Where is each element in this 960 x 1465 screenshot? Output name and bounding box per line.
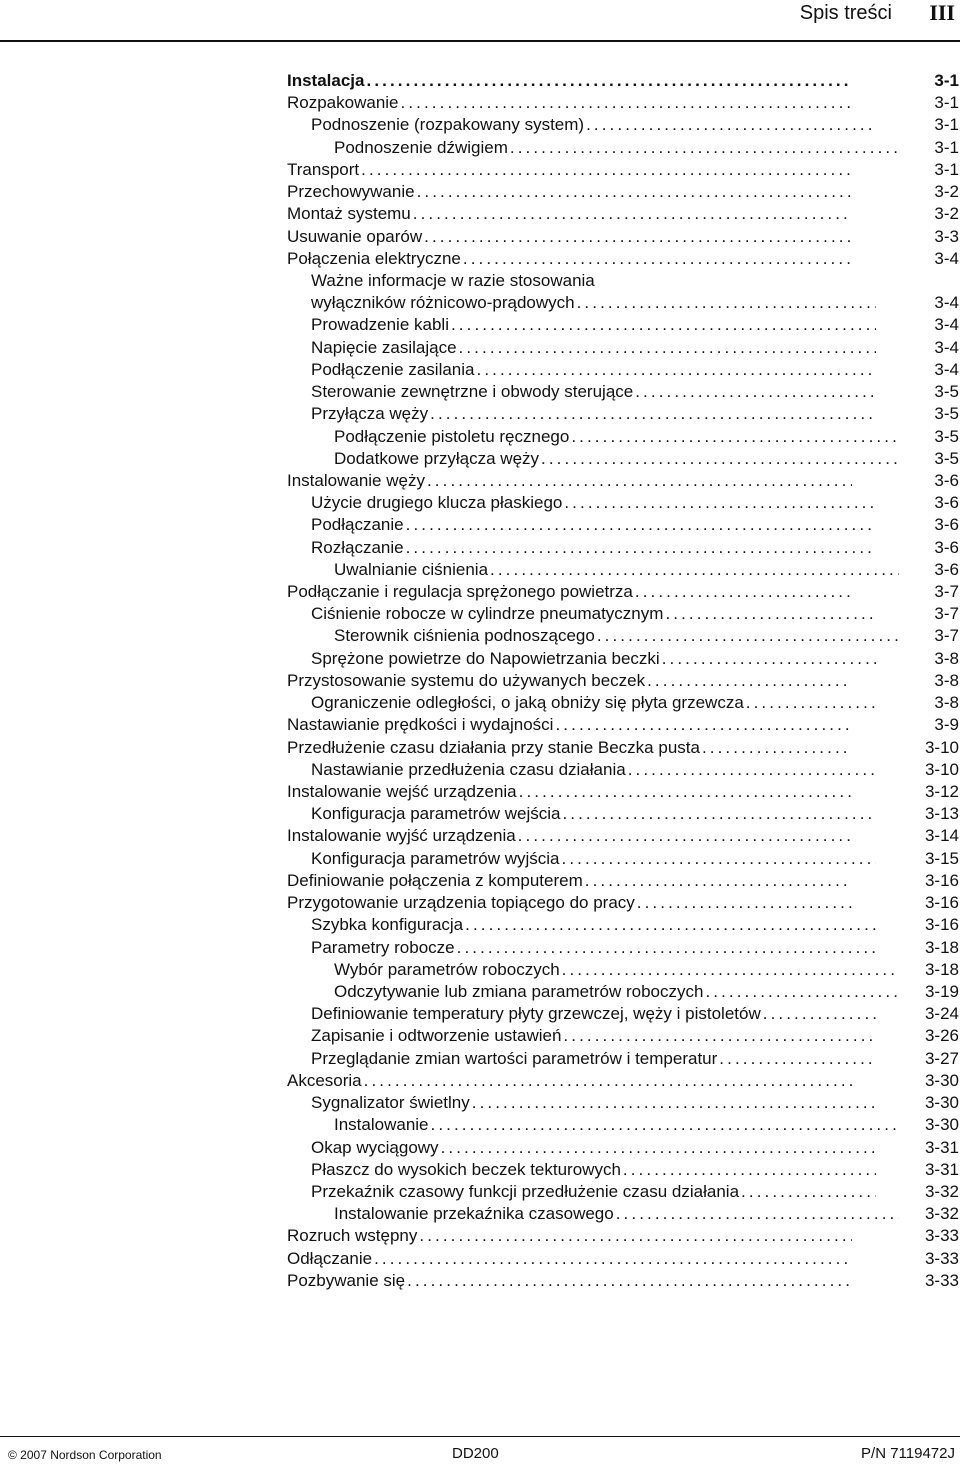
toc-entry-page: 3-32 [924,1181,959,1201]
toc-entry-title: Prowadzenie kabli [311,315,449,335]
toc-entry-page: 3-14 [924,826,959,846]
toc-dot-leader [663,603,876,625]
toc-entry[interactable] [287,1270,959,1292]
toc-entry-title: Rozpakowanie [287,93,399,113]
toc-entry-page: 3-1 [934,71,959,90]
toc-entry[interactable] [287,959,959,981]
toc-entry[interactable] [287,559,959,581]
toc-entry-title: Parametry robocze [311,937,455,957]
toc-dot-leader [700,737,852,759]
toc-entry[interactable] [287,1114,959,1136]
toc-entry[interactable] [287,848,959,870]
toc-dot-leader [717,1048,876,1070]
toc-entry-page: 3-27 [924,1048,959,1068]
toc-entry-title: Uwalnianie ciśnienia [334,559,489,579]
toc-dot-leader [417,1225,852,1247]
toc-entry[interactable] [287,337,959,359]
toc-entry[interactable] [287,1225,959,1247]
toc-entry-page: 3-8 [934,693,959,713]
toc-entry-page: 3-16 [924,893,959,913]
toc-entry[interactable] [287,426,959,448]
toc-entry[interactable] [287,625,959,647]
toc-entry-page: 3-15 [924,848,959,868]
toc-dot-leader [595,625,899,647]
toc-entry-title: Przygotowanie urządzenia topiącego do pracy [287,893,635,913]
toc-entry-page: 3-31 [924,1137,959,1157]
toc-entry[interactable] [287,781,959,803]
toc-entry[interactable] [287,137,959,159]
toc-entry-page: 3-33 [924,1270,959,1290]
toc-entry-title: wyłączników różnicowo-prądowych [311,293,575,313]
toc-entry[interactable] [287,159,959,181]
toc-entry[interactable] [287,1003,959,1025]
toc-entry-page: 3-18 [924,937,959,957]
toc-entry-title: Definiowanie połączenia z komputerem [287,870,583,890]
toc-entry-title: Ograniczenie odległości, o jaką obniży się płyta grzewcza [311,693,744,713]
toc-dot-leader [372,1248,852,1270]
toc-entry[interactable] [287,759,959,781]
toc-entry-page: 3-4 [934,315,959,335]
toc-dot-leader [404,514,876,536]
toc-dot-leader [560,803,876,825]
toc-entry-page: 3-2 [934,204,959,224]
toc-entry-title: Odłączanie [287,1248,373,1268]
toc-entry-page: 3-2 [934,182,959,202]
toc-entry[interactable] [287,581,959,603]
toc-dot-leader [422,226,852,248]
toc-entry-title: Zapisanie i odtworzenie ustawień [311,1026,562,1046]
toc-entry[interactable] [287,603,959,625]
toc-dot-leader [404,537,876,559]
toc-entry-page: 3-30 [924,1070,959,1090]
toc-entry[interactable] [287,1048,959,1070]
toc-entry-title: Wybór parametrów roboczych [334,959,560,979]
toc-entry-title: Instalacja [287,71,365,90]
toc-dot-leader [562,492,876,514]
toc-entry[interactable] [287,714,959,736]
header-title: Spis treści [799,2,892,24]
toc-entry-title: Transport [287,159,360,179]
toc-entry[interactable] [287,114,959,136]
toc-entry-page: 3-1 [934,115,959,135]
toc-dot-leader [405,1270,852,1292]
toc-entry-page: 3-30 [924,1093,959,1113]
toc-entry-title: Podnoszenie (rozpakowany system) [311,115,585,135]
toc-entry-page: 3-10 [924,737,959,757]
toc-entry-title: Akcesoria [287,1070,362,1090]
toc-dot-leader [517,781,852,803]
toc-dot-leader [461,248,852,270]
toc-entry[interactable] [287,537,959,559]
toc-dot-leader [584,114,876,136]
toc-entry-title: Sygnalizator świetlny [311,1093,470,1113]
toc-entry-title: Przeglądanie zmian wartości parametrów i temperatur [311,1048,718,1068]
toc-entry-title: Odczytywanie lub zmiana parametrów roboczych [334,981,704,1001]
toc-entry-title: Pozbywanie się [287,1270,406,1290]
toc-entry-page: 3-6 [934,559,959,579]
toc-entry-page: 3-1 [934,93,959,113]
toc-dot-leader [425,470,852,492]
toc-dot-leader [633,581,852,603]
toc-entry-page: 3-6 [934,470,959,490]
toc-dot-leader [428,403,876,425]
toc-entry[interactable] [287,381,959,403]
toc-entry-title: Konfiguracja parametrów wejścia [311,804,561,824]
toc-dot-leader [365,70,853,92]
toc-entry-page: 3-16 [924,870,959,890]
toc-entry-title: Okap wyciągowy [311,1137,439,1157]
toc-dot-leader [455,937,876,959]
toc-entry-page: 3-7 [934,604,959,624]
toc-entry-page: 3-5 [934,382,959,402]
toc-entry-title: Połączenia elektryczne [287,248,461,268]
toc-dot-leader [569,426,899,448]
toc-entry[interactable] [287,1092,959,1114]
toc-dot-leader [583,870,852,892]
toc-dot-leader [561,1025,876,1047]
toc-dot-leader [553,714,852,736]
toc-entry[interactable] [287,870,959,892]
page-footer [0,1436,960,1465]
toc-entry-title: Sprężone powietrze do Napowietrzania beczki [311,648,660,668]
footer-copyright: © 2007 Nordson Corporation [8,1448,162,1462]
toc-entry-title: Ciśnienie robocze w cylindrze pneumatycznym [311,604,664,624]
toc-entry-page: 3-16 [924,915,959,935]
toc-entry-page: 3-26 [924,1026,959,1046]
toc-entry-title: Napięcie zasilające [311,337,457,357]
toc-entry[interactable] [287,1070,959,1092]
toc-entry-title: Ważne informacje w razie stosowania [311,270,595,290]
toc-entry-page: 3-6 [934,537,959,557]
toc-dot-leader [660,648,876,670]
toc-entry-page: 3-7 [934,626,959,646]
page-header [0,0,960,46]
toc-entry[interactable] [287,92,959,114]
toc-entry-page: 3-1 [934,159,959,179]
footer-rule [0,1436,960,1437]
toc-dot-leader [470,1092,876,1114]
toc-entry[interactable] [287,937,959,959]
toc-dot-leader [614,1203,899,1225]
toc-entry-title: Szybka konfiguracja [311,915,464,935]
toc-entry-page: 3-9 [934,715,959,735]
toc-dot-leader [475,359,877,381]
toc-entry-page: 3-30 [924,1115,959,1135]
toc-entry[interactable] [287,470,959,492]
toc-entry[interactable] [287,203,959,225]
toc-dot-leader [703,981,899,1003]
toc-entry-title: Podłączenie pistoletu ręcznego [334,426,570,446]
toc-entry-page: 3-33 [924,1226,959,1246]
toc-entry[interactable] [287,70,959,92]
toc-dot-leader [362,1070,852,1092]
toc-entry-title: Przyłącza węży [311,404,429,424]
toc-entry[interactable] [287,181,959,203]
footer-part-number: P/N 7119472J [861,1445,955,1462]
toc-entry-title: Podłączanie i regulacja sprężonego powietrza [287,582,633,602]
toc-entry-title: Dodatkowe przyłącza węży [334,448,540,468]
toc-entry-title: Przechowywanie [287,182,415,202]
toc-entry-title: Montaż systemu [287,204,411,224]
toc-dot-leader [575,292,876,314]
toc-entry-title: Rozłączanie [311,537,404,557]
toc-entry[interactable] [287,670,959,692]
toc-entry-title: Sterowanie zewnętrzne i obwody sterujące [311,382,634,402]
toc-entry-page: 3-7 [934,582,959,602]
toc-entry[interactable] [287,248,959,270]
toc-entry-title: Przystosowanie systemu do używanych beczek [287,670,646,690]
toc-entry[interactable] [287,803,959,825]
toc-entry[interactable] [287,1137,959,1159]
toc-entry-page: 3-6 [934,515,959,535]
toc-dot-leader [488,559,899,581]
toc-entry-title: Przekaźnik czasowy funkcji przedłużenie czasu działania [311,1181,740,1201]
toc-dot-leader [439,1137,876,1159]
toc-entry[interactable] [287,1025,959,1047]
toc-entry[interactable] [287,914,959,936]
toc-entry-page: 3-19 [924,981,959,1001]
toc-entry-page: 3-6 [934,493,959,513]
toc-entry-page: 3-13 [924,804,959,824]
toc-entry-title: Podnoszenie dźwigiem [334,137,508,157]
toc-entry-title: Instalowanie [334,1115,429,1135]
toc-entry-page: 3-18 [924,959,959,979]
toc-entry-title: Rozruch wstępny [287,1226,418,1246]
toc-dot-leader [429,1114,899,1136]
toc-entry[interactable] [287,403,959,425]
toc-entry[interactable] [287,692,959,714]
toc-dot-leader [621,1159,876,1181]
toc-entry-page: 3-4 [934,248,959,268]
toc-entry-page: 3-24 [924,1004,959,1024]
toc-entry-page: 3-5 [934,404,959,424]
toc-entry[interactable] [287,892,959,914]
toc-entry-title: Definiowanie temperatury płyty grzewczej, węży i pistoletów [311,1004,761,1024]
toc-entry-title: Podłączanie [311,515,404,535]
toc-dot-leader [516,825,852,847]
toc-entry-page: 3-8 [934,648,959,668]
toc-entry[interactable] [287,492,959,514]
toc-dot-leader [633,381,876,403]
toc-entry[interactable] [287,1159,959,1181]
toc-entry[interactable] [287,226,959,248]
toc-entry-title: Instalowanie wejść urządzenia [287,782,517,802]
toc-entry-title: Przedłużenie czasu działania przy stanie Beczka pusta [287,737,700,757]
toc-entry-title: Użycie drugiego klucza płaskiego [311,493,563,513]
toc-dot-leader [560,848,877,870]
header-page-number: III [929,0,955,25]
toc-dot-leader [635,892,852,914]
toc-dot-leader [411,203,852,225]
toc-entry-page: 3-10 [924,759,959,779]
toc-entry-title: Nastawianie prędkości i wydajności [287,715,554,735]
toc-entry-page: 3-31 [924,1159,959,1179]
toc-dot-leader [626,759,876,781]
toc-entry-page: 3-33 [924,1248,959,1268]
toc-entry-title: Płaszcz do wysokich beczek tekturowych [311,1159,621,1179]
toc-entry[interactable] [287,314,959,336]
toc-entry[interactable] [287,1181,959,1203]
toc-dot-leader [463,914,876,936]
toc-dot-leader [508,137,899,159]
toc-entry-title: Instalowanie węży [287,470,425,490]
toc-entry[interactable] [287,737,959,759]
toc-entry-title: Podłączenie zasilania [311,359,475,379]
toc-entry[interactable] [287,359,959,381]
toc-entry-page: 3-4 [934,337,959,357]
toc-entry-page: 3-4 [934,293,959,313]
toc-entry-title: Instalowanie przekaźnika czasowego [334,1204,614,1224]
toc-entry-title: Instalowanie wyjść urządzenia [287,826,516,846]
toc-entry[interactable] [287,981,959,1003]
toc-entry-page: 3-5 [934,448,959,468]
toc-entry-page: 3-8 [934,670,959,690]
toc-entry-page: 3-4 [934,359,959,379]
toc-dot-leader [560,959,899,981]
toc-entry[interactable] [287,514,959,536]
toc-entry[interactable] [287,448,959,470]
toc-dot-leader [359,159,852,181]
toc-dot-leader [457,337,876,359]
toc-entry-page: 3-5 [934,426,959,446]
toc-entry-page: 3-3 [934,226,959,246]
footer-model: DD200 [452,1445,499,1462]
toc-entry-page: 3-1 [934,137,959,157]
toc-entry-title: Konfiguracja parametrów wyjścia [311,848,560,868]
toc-entry-title: Sterownik ciśnienia podnoszącego [334,626,595,646]
toc-dot-leader [399,92,852,114]
toc-entry-title: Nastawianie przedłużenia czasu działania [311,759,626,779]
toc-entry[interactable] [287,1203,959,1225]
toc-dot-leader [739,1181,876,1203]
toc-entry[interactable] [287,648,959,670]
toc-dot-leader [744,692,876,714]
toc-dot-leader [449,314,876,336]
header-rule [0,40,960,42]
toc-entry[interactable] [287,270,959,314]
toc-entry-page: 3-12 [924,782,959,802]
toc-dot-leader [761,1003,876,1025]
toc-dot-leader [645,670,852,692]
toc-entry-title: Usuwanie oparów [287,226,423,246]
toc-dot-leader [539,448,899,470]
toc-dot-leader [415,181,852,203]
toc-entry-page: 3-32 [924,1204,959,1224]
toc-entry[interactable] [287,825,959,847]
table-of-contents [287,70,959,1292]
toc-entry[interactable] [287,1248,959,1270]
